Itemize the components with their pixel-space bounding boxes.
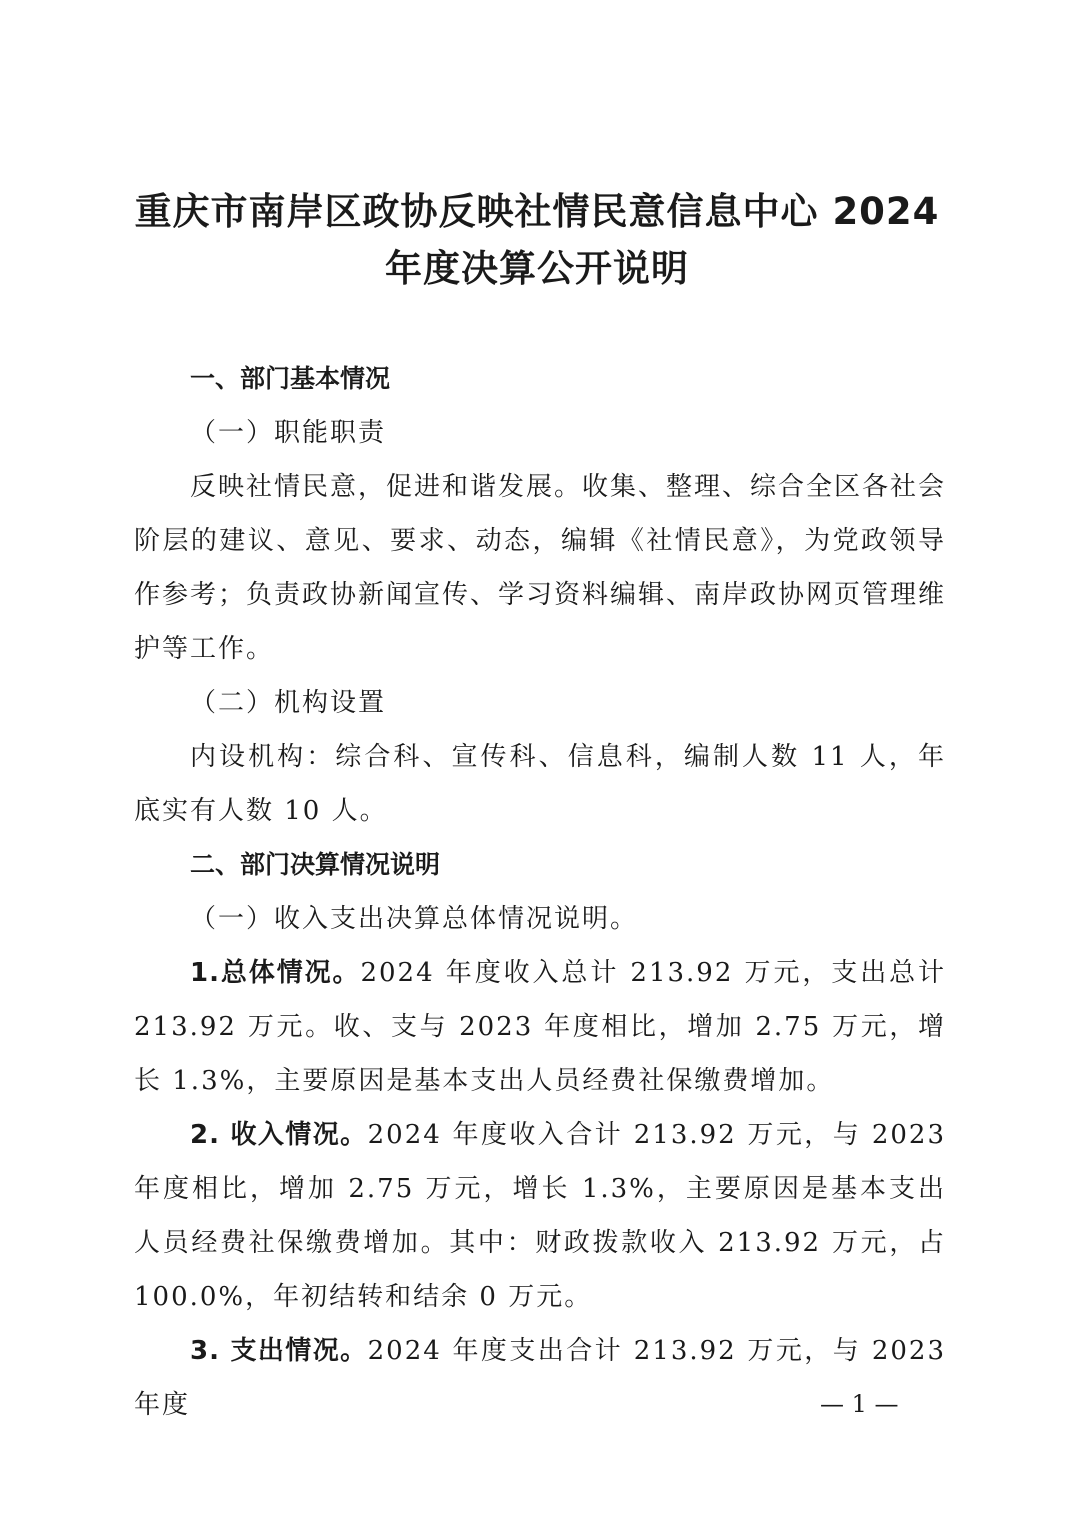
income-label: 2. 收入情况。: [190, 1120, 368, 1150]
page-number: — 1 —: [820, 1390, 899, 1418]
overall-paragraph: [134, 946, 946, 1108]
duties-paragraph: 反映社情民意，促进和谐发展。收集、整理、综合全区各社会阶层的建议、意见、要求、动态，编辑《社情民意》，为党政领导作参考；负责政协新闻宣传、学习资料编辑、南岸政协网页管理维护等工作。: [134, 472, 947, 664]
organization-paragraph: 内设机构：综合科、宣传科、信息科，编制人数 11 人，年底实有人数 10 人。: [134, 742, 946, 826]
overall-text: 2024 年度收入总计 213.92 万元，支出总计 213.92 万元。收、支与 2023 年度相比，增加 2.75 万元，增长 1.3%，主要原因是基本支出人员经费社保缴费增加。: [134, 958, 947, 1096]
title-line-2: 年度决算公开说明: [385, 247, 689, 290]
overall-label: 1.总体情况。: [190, 958, 361, 988]
income-text: 2024 年度收入合计 213.92 万元，与 2023 年度相比，增加 2.75 万元，增长 1.3%，主要原因是基本支出人员经费社保缴费增加。其中：财政拨款收入 213.92 万元，占 100.0%，年初结转和结余 0 万元。: [134, 1120, 946, 1312]
section-1-heading: 一、部门基本情况: [190, 364, 391, 393]
income-paragraph: [134, 1108, 946, 1324]
subsection-duties-heading: （一）职能职责: [190, 418, 387, 448]
subsection-organization-heading: （二）机构设置: [190, 688, 387, 718]
document-body: [134, 352, 946, 1432]
section-2-heading: 二、部门决算情况说明: [190, 850, 441, 879]
expense-label: 3. 支出情况。: [190, 1336, 368, 1366]
document-title: [110, 183, 964, 297]
expense-text: 2024 年度支出合计 213.92 万元，与 2023 年度: [134, 1336, 946, 1420]
subsection-overall-heading: （一）收入支出决算总体情况说明。: [190, 904, 639, 934]
title-line-1: 重庆市南岸区政协反映社情民意信息中心 2024: [134, 190, 940, 233]
